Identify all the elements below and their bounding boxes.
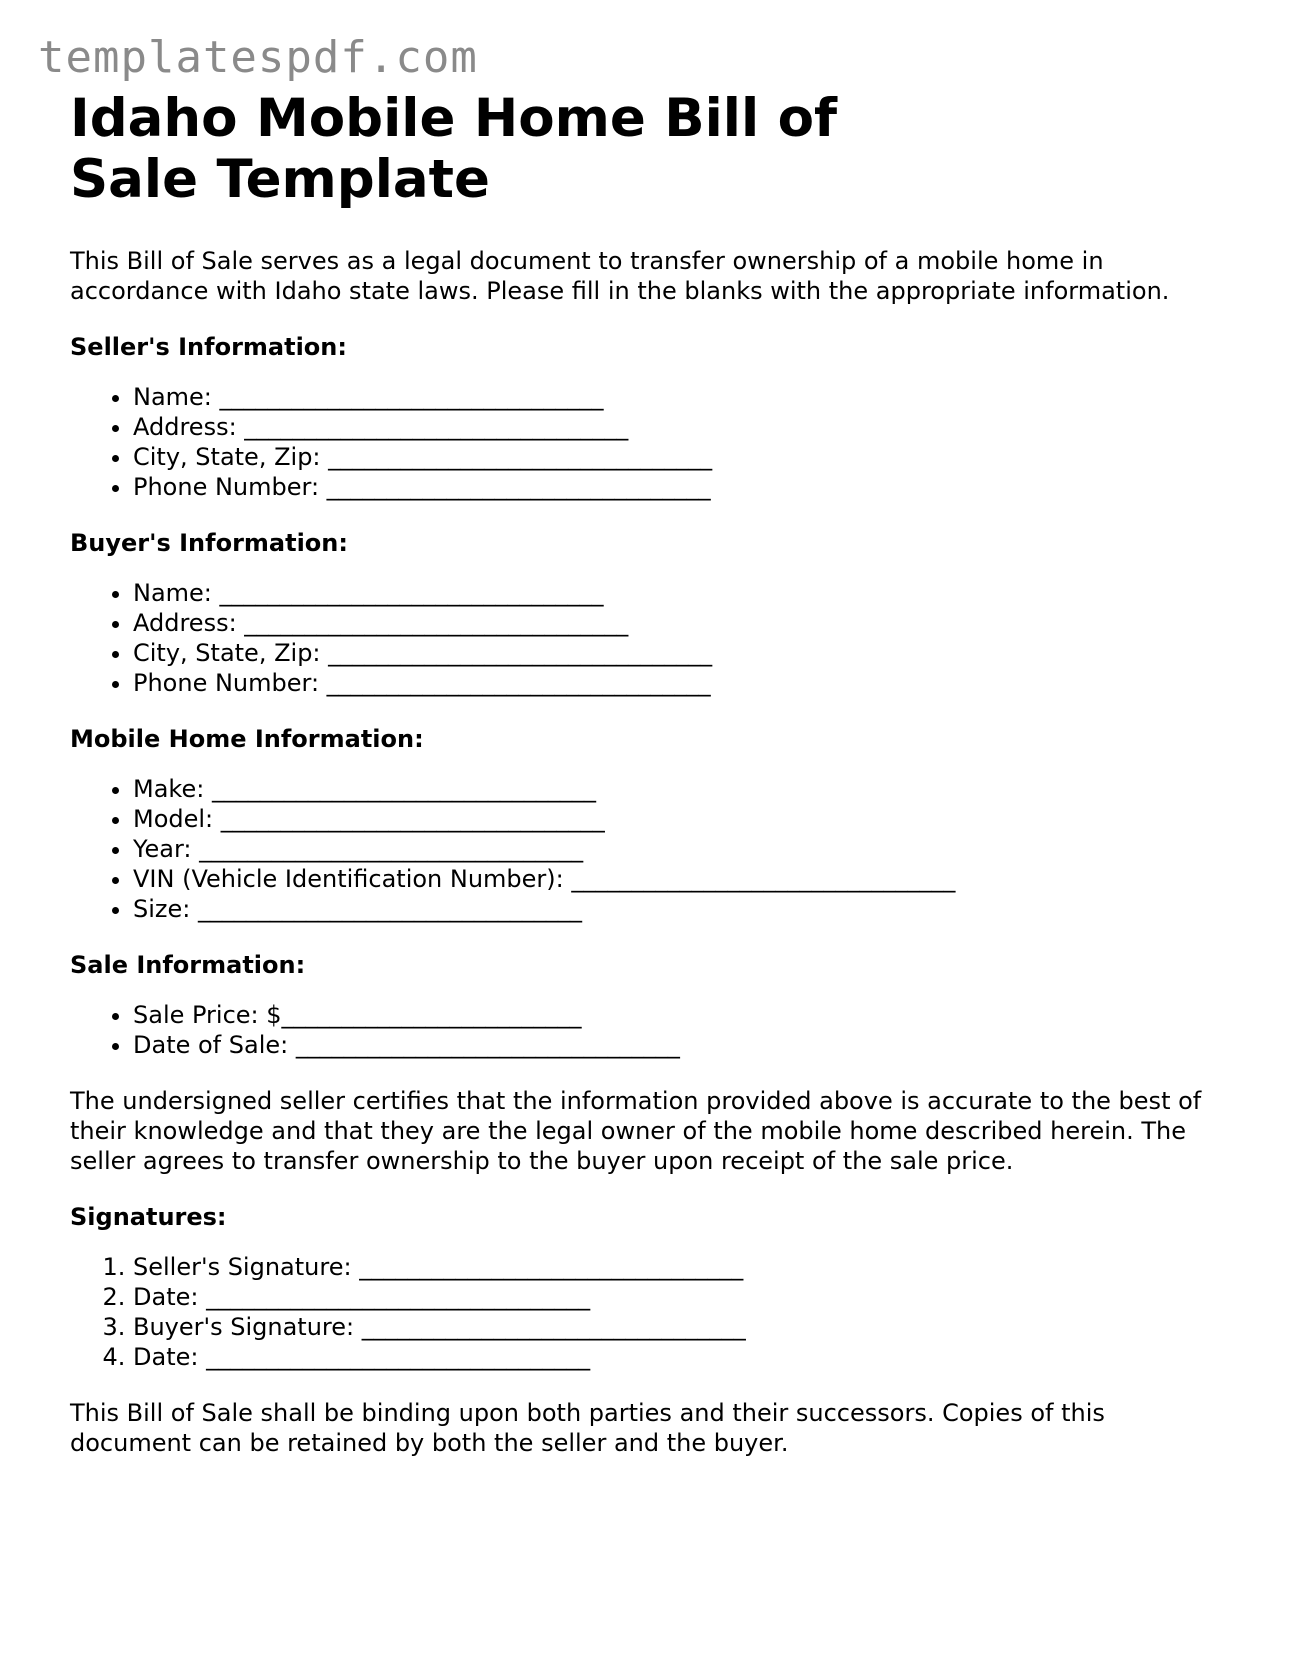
buyer-address-field: • Address: ________________________________	[133, 608, 1250, 638]
buyer-section-heading: Buyer's Information:	[70, 529, 348, 557]
mobile-home-info-list	[70, 774, 1250, 924]
page-title: Idaho Mobile Home Bill of Sale Template	[70, 88, 838, 210]
document	[70, 88, 1250, 1458]
intro-paragraph: This Bill of Sale serves as a legal document to transfer ownership of a mobile home in accordance with Idaho state laws. Please fill in the blanks with the appropriate information.	[70, 247, 1170, 305]
seller-address-field: • Address: ________________________________	[133, 412, 1250, 442]
buyer-date-field: 4. Date: ________________________________	[133, 1342, 1250, 1372]
buyer-phone-field: • Phone Number: ________________________________	[133, 668, 1250, 698]
seller-name-field: • Name: ________________________________	[133, 382, 1250, 412]
buyer-info-list	[70, 578, 1250, 698]
buyer-signature-field: 3. Buyer's Signature: ________________________________	[133, 1312, 1250, 1342]
seller-signature-field: 1. Seller's Signature: ________________________________	[133, 1252, 1250, 1282]
year-field: • Year: ________________________________	[133, 834, 1250, 864]
date-of-sale-field: • Date of Sale: ________________________________	[133, 1030, 1250, 1060]
signatures-section-heading: Signatures:	[70, 1203, 227, 1231]
mobile-home-section-heading: Mobile Home Information:	[70, 725, 424, 753]
signatures-list	[70, 1252, 1250, 1372]
size-field: • Size: ________________________________	[133, 894, 1250, 924]
seller-info-list	[70, 382, 1250, 502]
watermark: templatespdf.com	[38, 32, 478, 83]
sale-info-list	[70, 1000, 1250, 1060]
buyer-city-state-zip-field: • City, State, Zip: ________________________________	[133, 638, 1250, 668]
seller-phone-field: • Phone Number: ________________________________	[133, 472, 1250, 502]
model-field: • Model: ________________________________	[133, 804, 1250, 834]
seller-date-field: 2. Date: ________________________________	[133, 1282, 1250, 1312]
certification-paragraph: The undersigned seller certifies that the information provided above is accurate to the best of their knowledge and that they are the legal owner of the mobile home described herein. The seller agrees to transfer ownership to the buyer upon receipt of the sale price.	[70, 1087, 1202, 1175]
sale-section-heading: Sale Information:	[70, 951, 306, 979]
sale-price-field: • Sale Price: $_________________________	[133, 1000, 1250, 1030]
buyer-name-field: • Name: ________________________________	[133, 578, 1250, 608]
seller-city-state-zip-field: • City, State, Zip: ________________________________	[133, 442, 1250, 472]
vin-field: • VIN (Vehicle Identification Number): ________________________________	[133, 864, 1250, 894]
closing-paragraph: This Bill of Sale shall be binding upon both parties and their successors. Copies of this document can be retained by both the seller and the buyer.	[70, 1399, 1105, 1457]
make-field: • Make: ________________________________	[133, 774, 1250, 804]
seller-section-heading: Seller's Information:	[70, 333, 347, 361]
